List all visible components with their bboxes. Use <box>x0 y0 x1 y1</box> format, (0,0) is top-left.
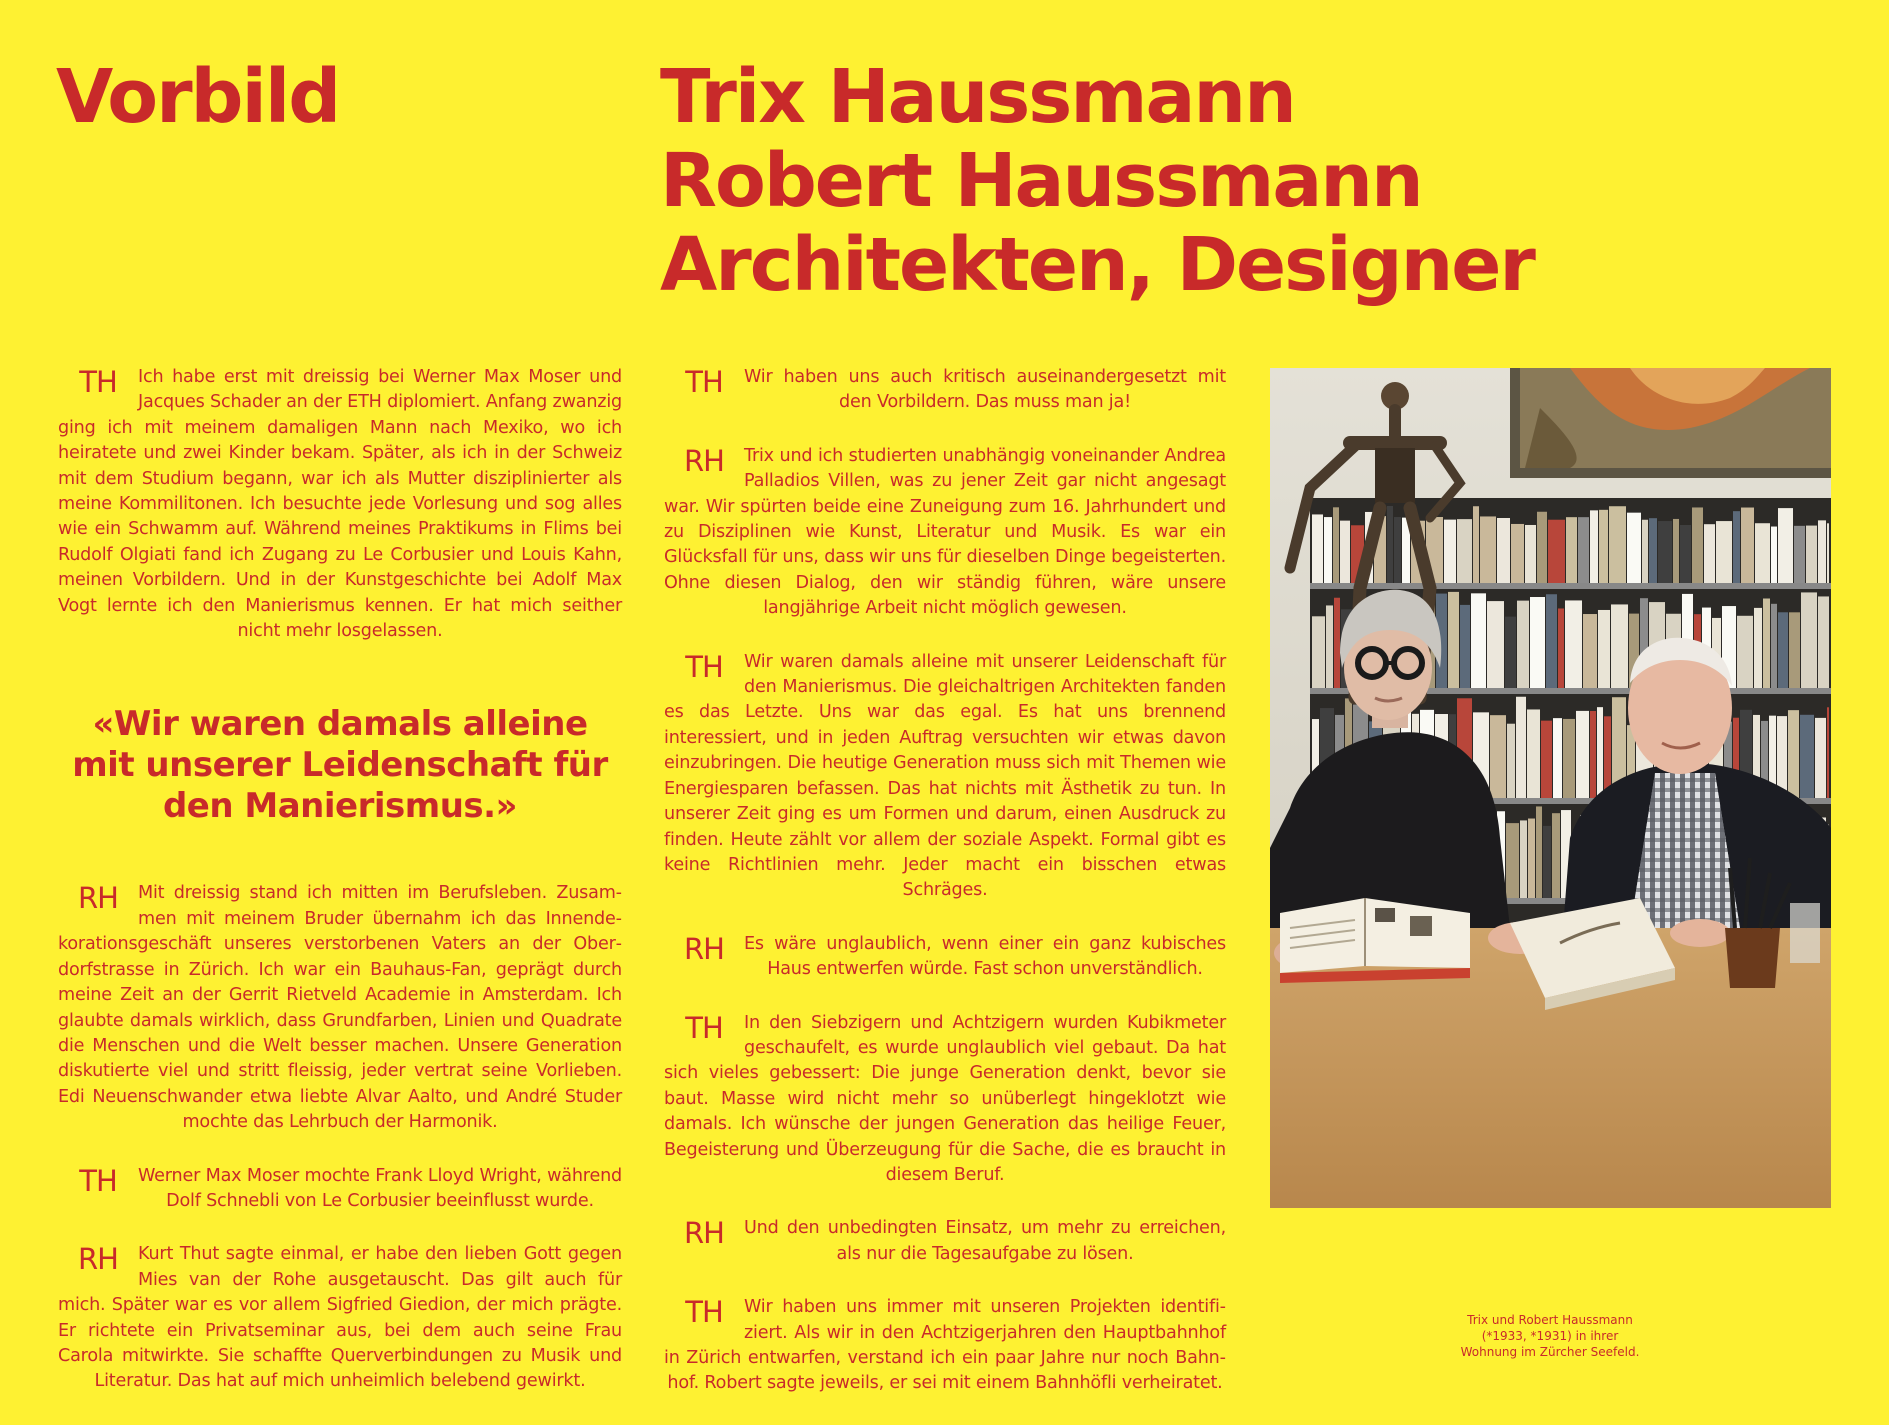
book-spine <box>1387 506 1393 583</box>
paragraph-text: Ich habe erst mit dreissig bei Werner Max Moser und Jacques Schader an der ETH diplomiert. Anfang zwanzig ging ich mit meinem damaligen Mann nach Mexiko, wo ich heiratete und zwei Kinder bekam. Später, als ich in der Schweiz mit dem Studium begann, war ich als Mutter disziplinierter als meine Kommilitonen. Ich besuchte jede Vorlesung und sog alles wie ein Schwamm auf. Während meines Praktikums in Flims bei Rudolf Olgiati fand ich Zugang zu Le Corbusier und Louis Kahn, meinen Vorbildern. Und in der Kunstgeschichte bei Adolf Max Vogt lernte ich den Manierismus kennen. Er hat mich seither nicht mehr losgelassen. <box>58 367 622 642</box>
book-spine <box>1800 715 1814 798</box>
book-spine <box>1520 820 1527 898</box>
interview-paragraph <box>664 932 1226 983</box>
book-spine <box>1334 598 1340 688</box>
speaker-initials: RH <box>78 881 118 916</box>
book-spine <box>1741 508 1754 583</box>
book-spine <box>1312 616 1325 688</box>
book-spine <box>1394 517 1401 583</box>
left-text-column <box>58 365 622 1423</box>
interview-paragraph <box>664 1295 1226 1397</box>
book-spine <box>1553 718 1562 798</box>
book-spine <box>1806 526 1817 583</box>
book-spine <box>1801 592 1817 688</box>
middle-text-column <box>664 365 1226 1425</box>
interview-paragraph <box>58 881 622 1135</box>
book-spine <box>1590 510 1598 583</box>
book-spine <box>1578 517 1589 583</box>
book-spine <box>1516 697 1526 798</box>
book-spine <box>1778 612 1788 688</box>
book-spine <box>1815 718 1826 798</box>
book-spine <box>1566 517 1577 583</box>
paragraph-text: Und den unbedingten Einsatz, um mehr zu erreichen, als nur die Tagesaufgabe zu lösen. <box>744 1218 1226 1264</box>
book-spine <box>1583 614 1597 688</box>
interview-paragraph <box>58 1164 622 1215</box>
book-spine <box>1737 616 1753 688</box>
speaker-initials: TH <box>79 365 117 399</box>
speaker-initials: TH <box>685 1010 723 1045</box>
book-spine <box>1777 716 1787 798</box>
book-spine <box>1590 711 1596 798</box>
book-spine <box>1517 601 1529 688</box>
portrait-photo <box>1270 368 1831 1208</box>
paragraph-text: Wir haben uns auch kritisch auseinandergesetzt mit den Vorbildern. Das muss man ja! <box>744 367 1226 413</box>
book-spine <box>1627 513 1641 583</box>
book-spine <box>1552 813 1560 898</box>
interview-paragraph <box>664 1011 1226 1189</box>
book-spine <box>1771 527 1777 583</box>
book-spine <box>1326 605 1333 688</box>
book-spine <box>1340 521 1350 583</box>
book-spine <box>1505 617 1516 688</box>
speaker-initials: TH <box>685 365 723 399</box>
book-spine <box>1704 524 1715 583</box>
caption-line: Wohnung im Zürcher Seefeld. <box>1460 1345 1640 1359</box>
speaker-initials: TH <box>685 1295 723 1330</box>
paragraph-text: Es wäre unglaublich, wenn einer ein ganz kubisches Haus entwerfen würde. Fast schon unverständlich. <box>744 933 1226 980</box>
book-spine <box>1507 724 1515 798</box>
caption-line: Trix und Robert Haussmann <box>1467 1313 1633 1327</box>
book-spine <box>1827 523 1829 583</box>
book-spine <box>1530 597 1545 688</box>
interview-paragraph <box>58 365 622 644</box>
book-spine <box>1763 599 1770 688</box>
book-spine <box>1471 593 1486 688</box>
photo-caption <box>1420 1312 1680 1360</box>
portrait-illustration <box>1270 368 1831 1208</box>
paragraph-text: In den Siebzigern und Achtzigern wurden Kubikmeter geschaufelt, es wurde unglaublich viel gebaut. Da hat sich vieles gebessert: Die junge Generation denkt, bevor sie baut. Masse wird nicht mehr so unüberlegt hingeklotzt wie damals. Ich wünsche der jungen Generation das heilige Feuer, Begeisterung und Überzeugung für die Sache, die es braucht in diesem Beruf. <box>664 1012 1226 1185</box>
book-spine <box>1497 518 1510 583</box>
book-spine <box>1733 511 1740 583</box>
book-spine <box>1598 610 1610 688</box>
speaker-initials: TH <box>685 649 723 684</box>
interview-paragraph <box>664 650 1226 904</box>
book-spine <box>1324 517 1332 583</box>
book-spine <box>1576 711 1589 798</box>
book-spine <box>1528 819 1535 898</box>
book-spine <box>1480 516 1496 583</box>
paragraph-text: Mit dreissig stand ich mitten im Berufsleben. Zusammen mit meinem Bruder übernahm ich das Innendekorationsgeschäft unseres verstorbenen Vaters an der Oberdorfstrasse in Zürich. Ich war ein Bauhaus-Fan, geprägt durch meine Zeit an der Gerrit Rietveld Academie in Amsterdam. Ich glaubte damals wirklich, dass Grundfarben, Linien und Quadrate die Menschen und die Welt besser machen. Unsere Generation diskutierte viel und stritt fleissig, jeder vertrat seine Vorlieben. Edi Neuenschwander etwa liebte Alvar Aalto, und André Studer mochte das Lehrbuch der Harmonik. <box>58 883 622 1133</box>
interview-paragraph <box>58 1242 622 1394</box>
title-line-robert: Robert Haussmann <box>660 138 1422 224</box>
book-spine <box>1548 520 1565 583</box>
book-spine <box>1611 604 1628 688</box>
pull-quote: «Wir waren damals alleine mit unserer Leidenschaft für den Manierismus.» <box>72 704 608 827</box>
book-spine <box>1506 823 1519 898</box>
interview-paragraph <box>664 444 1226 622</box>
paragraph-text: Wir haben uns immer mit unseren Projekten identifiziert. Als wir in den Achtzigerjahren den Hauptbahnhof in Zürich entwarfen, verstand ich ein paar Jahre nur noch Bahnhof. Robert sagte jeweils, er sei mit einem Bahnhöfli verheiratet. <box>664 1297 1226 1394</box>
paragraph-text: Wir waren damals alleine mit unserer Leidenschaft für den Manierismus. Die gleichaltrigen Architekten fanden es das Letzte. Uns war das egal. Es hat uns brennend interessiert, und in jeden Auftrag versuchten wir etwas davon einzubringen. Die heutige Generation muss sich mit Themen wie Energiesparen befassen. Das hat nichts mit Ästhetik zu tun. In unserer Zeit ging es um Formen und darum, einen Ausdruck zu finden. Heute zählt vor allem der soziale Aspekt. Formal gibt es keine Richtlinien mehr. Jeder macht ein bisschen etwas Schräges. <box>664 651 1226 901</box>
book-spine <box>1597 707 1603 798</box>
book-spine <box>1827 707 1829 798</box>
book-spine <box>1487 601 1504 688</box>
speaker-initials: RH <box>684 443 724 478</box>
book-spine <box>1563 719 1575 798</box>
book-spine <box>1818 520 1826 583</box>
book-spine <box>1692 507 1703 583</box>
section-title: Vorbild <box>56 54 340 140</box>
book-spine <box>1444 520 1456 583</box>
book-spine <box>1490 715 1506 798</box>
book-spine <box>1546 594 1557 688</box>
book-spine <box>1543 826 1551 898</box>
title-line-profession: Architekten, Designer <box>660 222 1534 308</box>
book-spine <box>1778 508 1793 583</box>
book-spine <box>1771 604 1777 688</box>
book-spine <box>1599 510 1608 583</box>
speaker-initials: TH <box>79 1163 117 1198</box>
book-spine <box>1536 806 1542 898</box>
book-spine <box>1527 709 1540 798</box>
book-spine <box>1565 600 1582 688</box>
book-spine <box>1642 520 1648 583</box>
book-spine <box>1754 608 1762 688</box>
book-spine <box>1794 526 1805 583</box>
book-spine <box>1511 524 1524 583</box>
book-spine <box>1537 512 1547 583</box>
interview-paragraph <box>664 365 1226 416</box>
interview-paragraph <box>664 1216 1226 1267</box>
book-spine <box>1649 518 1657 583</box>
book-spine <box>1460 605 1470 688</box>
book-spine <box>1755 523 1770 583</box>
article-title <box>660 55 1534 307</box>
painting <box>1510 368 1831 478</box>
book-spine <box>1312 514 1323 583</box>
book-spine <box>1680 525 1691 583</box>
book-spine <box>1673 519 1679 583</box>
book-spine <box>1558 608 1564 688</box>
paragraph-text: Trix und ich studierten unabhängig voneinander Andrea Palladios Villen, was zu jener Zeit gar nicht angesagt war. Wir spürten beide eine Zuneigung zum 16. Jahrhundert und zu Disziplinen wie Kunst, Literatur und Musik. Es war ein Glücksfall für uns, dass wir uns für dieselben Dinge begeisterten. Ohne diesen Dialog, den wir ständig führen, wäre unsere langjährige Arbeit nicht möglich gewesen. <box>664 445 1226 619</box>
book-spine <box>1457 519 1472 583</box>
book-spine <box>1541 721 1552 798</box>
book-spine <box>1473 506 1479 583</box>
book-spine <box>1525 525 1536 583</box>
speaker-initials: RH <box>684 931 724 966</box>
book-spine <box>1788 710 1799 798</box>
caption-line: (*1933, *1931) in ihrer <box>1481 1329 1619 1343</box>
title-line-trix: Trix Haussmann <box>660 54 1295 140</box>
book-spine <box>1333 507 1339 583</box>
book-spine <box>1448 592 1459 688</box>
paragraph-text: Werner Max Moser mochte Frank Lloyd Wright, während Dolf Schnebli von Le Corbusier beeinflusst wurde. <box>138 1165 622 1211</box>
book-spine <box>1658 521 1672 583</box>
speaker-initials: RH <box>684 1216 724 1251</box>
book-spine <box>1789 612 1800 688</box>
paragraph-text: Kurt Thut sagte einmal, er habe den lieben Gott gegen Mies van der Rohe ausgetauscht. Das gilt auch für mich. Später war es vor allem Sigfried Giedion, der mich prägte. Er richtete ein Privatseminar aus, bei dem auch seine Frau Carola mitwirkte. Sie schaffte Querverbindungen zu Musik und Literatur. Das hat auf mich unheimlich belebend gewirkt. <box>58 1244 622 1392</box>
speaker-initials: RH <box>78 1242 118 1277</box>
book-spine <box>1818 596 1829 688</box>
book-spine <box>1609 506 1626 583</box>
book-spine <box>1716 521 1732 583</box>
